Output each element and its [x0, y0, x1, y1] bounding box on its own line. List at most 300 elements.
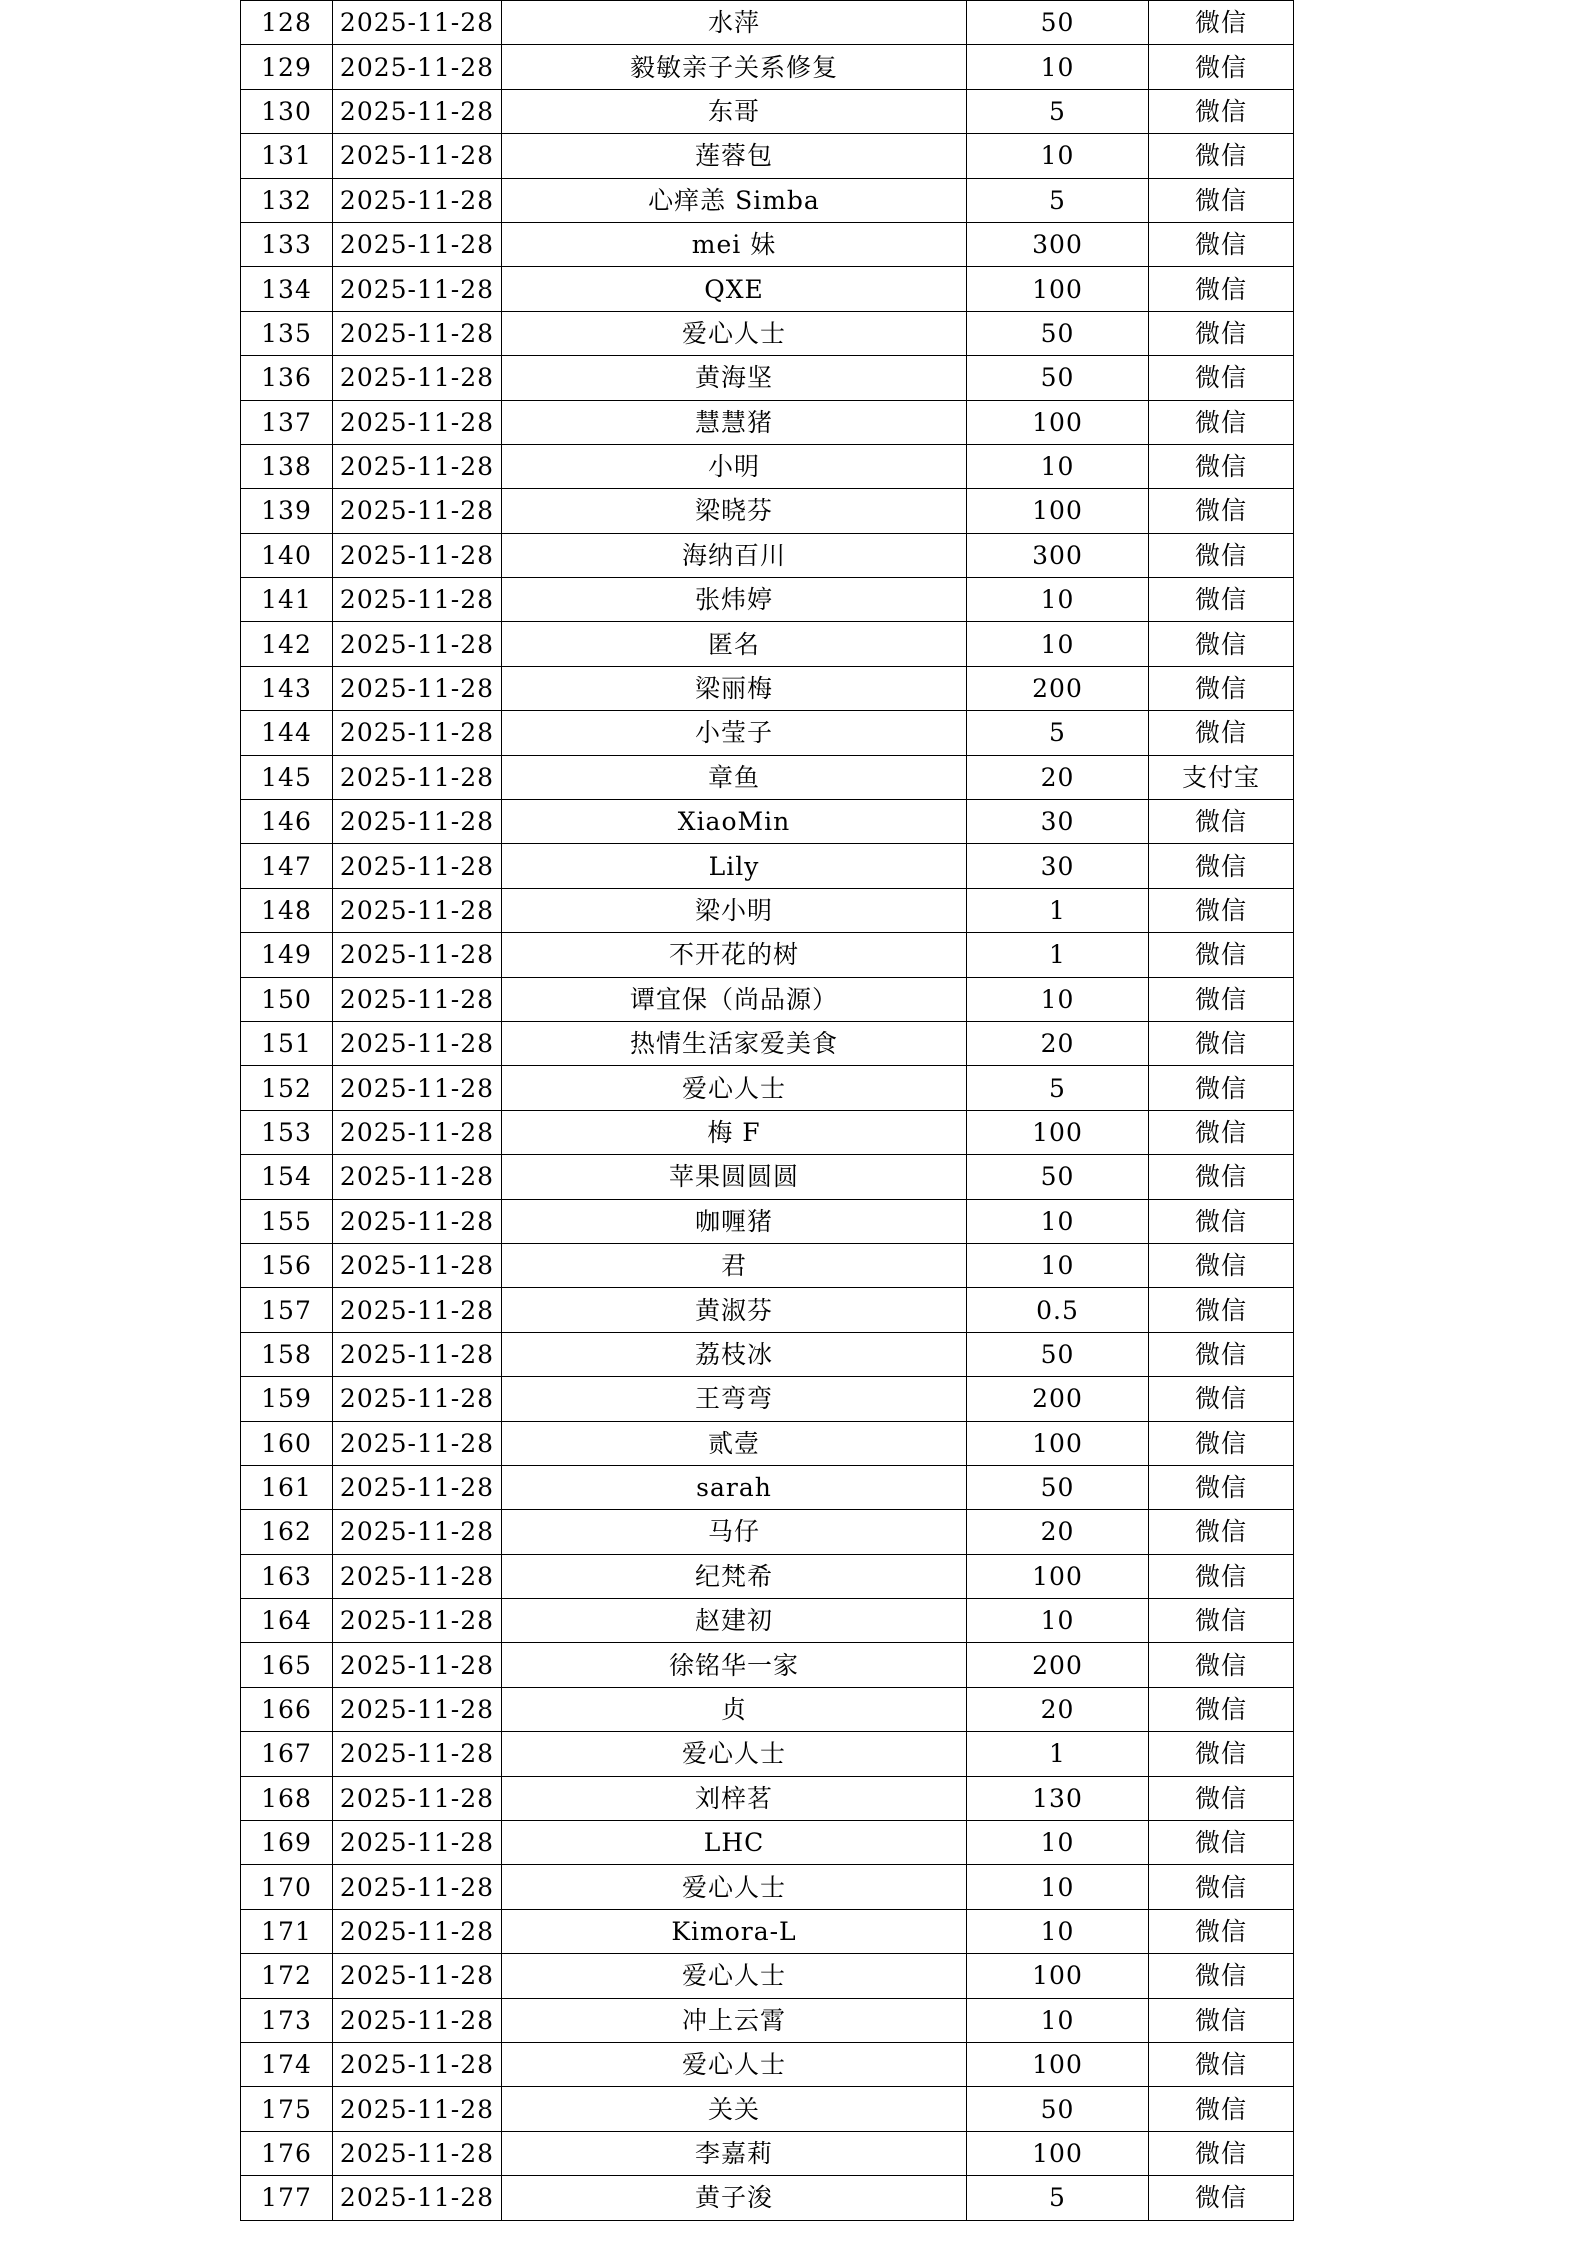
payment-method-cell: 微信	[1149, 1421, 1294, 1465]
payment-method-cell: 微信	[1149, 2176, 1294, 2220]
payment-method-cell: 微信	[1149, 711, 1294, 755]
table-row	[241, 2087, 1294, 2131]
row-number-cell: 129	[241, 45, 333, 89]
payment-method-cell: 微信	[1149, 1066, 1294, 1110]
donor-name-cell: 毅敏亲子关系修复	[502, 45, 967, 89]
table-row	[241, 1687, 1294, 1731]
row-number-cell: 167	[241, 1732, 333, 1776]
donor-name-cell: 不开花的树	[502, 933, 967, 977]
table-row	[241, 311, 1294, 355]
amount-cell: 100	[967, 400, 1149, 444]
amount-cell: 1	[967, 933, 1149, 977]
table-row	[241, 1, 1294, 45]
table-row	[241, 89, 1294, 133]
donor-name-cell: 心痒恙 Simba	[502, 178, 967, 222]
date-cell: 2025-11-28	[333, 178, 502, 222]
payment-method-cell: 微信	[1149, 1332, 1294, 1376]
table-row	[241, 1199, 1294, 1243]
date-cell: 2025-11-28	[333, 222, 502, 266]
amount-cell: 50	[967, 1, 1149, 45]
amount-cell: 100	[967, 2042, 1149, 2086]
row-number-cell: 172	[241, 1954, 333, 1998]
amount-cell: 100	[967, 1110, 1149, 1154]
donor-name-cell: 小明	[502, 444, 967, 488]
date-cell: 2025-11-28	[333, 1465, 502, 1509]
table-row	[241, 1643, 1294, 1687]
donor-name-cell: Kimora-L	[502, 1909, 967, 1953]
amount-cell: 100	[967, 2131, 1149, 2175]
amount-cell: 10	[967, 1199, 1149, 1243]
row-number-cell: 128	[241, 1, 333, 45]
amount-cell: 100	[967, 267, 1149, 311]
table-row	[241, 1865, 1294, 1909]
table-row	[241, 1155, 1294, 1199]
date-cell: 2025-11-28	[333, 311, 502, 355]
date-cell: 2025-11-28	[333, 2087, 502, 2131]
payment-method-cell: 微信	[1149, 1732, 1294, 1776]
payment-method-cell: 支付宝	[1149, 755, 1294, 799]
row-number-cell: 170	[241, 1865, 333, 1909]
date-cell: 2025-11-28	[333, 1, 502, 45]
payment-method-cell: 微信	[1149, 1199, 1294, 1243]
amount-cell: 200	[967, 666, 1149, 710]
row-number-cell: 151	[241, 1021, 333, 1065]
table-row	[241, 888, 1294, 932]
table-row	[241, 1554, 1294, 1598]
row-number-cell: 150	[241, 977, 333, 1021]
amount-cell: 10	[967, 1243, 1149, 1287]
payment-method-cell: 微信	[1149, 489, 1294, 533]
row-number-cell: 158	[241, 1332, 333, 1376]
date-cell: 2025-11-28	[333, 666, 502, 710]
table-row	[241, 1465, 1294, 1509]
table-row	[241, 356, 1294, 400]
payment-method-cell: 微信	[1149, 134, 1294, 178]
donor-name-cell: 爱心人士	[502, 1066, 967, 1110]
date-cell: 2025-11-28	[333, 400, 502, 444]
donor-name-cell: 爱心人士	[502, 1865, 967, 1909]
row-number-cell: 160	[241, 1421, 333, 1465]
donor-name-cell: 刘梓茗	[502, 1776, 967, 1820]
donor-name-cell: 苹果圆圆圆	[502, 1155, 967, 1199]
row-number-cell: 157	[241, 1288, 333, 1332]
row-number-cell: 174	[241, 2042, 333, 2086]
date-cell: 2025-11-28	[333, 45, 502, 89]
donor-name-cell: 水萍	[502, 1, 967, 45]
table-row	[241, 178, 1294, 222]
payment-method-cell: 微信	[1149, 1998, 1294, 2042]
payment-method-cell: 微信	[1149, 2131, 1294, 2175]
table-row	[241, 489, 1294, 533]
table-row	[241, 1599, 1294, 1643]
amount-cell: 10	[967, 1998, 1149, 2042]
table-row	[241, 622, 1294, 666]
amount-cell: 5	[967, 2176, 1149, 2220]
payment-method-cell: 微信	[1149, 222, 1294, 266]
payment-method-cell: 微信	[1149, 444, 1294, 488]
row-number-cell: 153	[241, 1110, 333, 1154]
row-number-cell: 133	[241, 222, 333, 266]
amount-cell: 0.5	[967, 1288, 1149, 1332]
donor-name-cell: 李嘉莉	[502, 2131, 967, 2175]
amount-cell: 1	[967, 1732, 1149, 1776]
payment-method-cell: 微信	[1149, 1465, 1294, 1509]
date-cell: 2025-11-28	[333, 444, 502, 488]
date-cell: 2025-11-28	[333, 89, 502, 133]
amount-cell: 200	[967, 1377, 1149, 1421]
date-cell: 2025-11-28	[333, 1998, 502, 2042]
row-number-cell: 168	[241, 1776, 333, 1820]
row-number-cell: 148	[241, 888, 333, 932]
payment-method-cell: 微信	[1149, 1821, 1294, 1865]
donor-name-cell: 东哥	[502, 89, 967, 133]
payment-method-cell: 微信	[1149, 1776, 1294, 1820]
row-number-cell: 173	[241, 1998, 333, 2042]
payment-method-cell: 微信	[1149, 888, 1294, 932]
payment-method-cell: 微信	[1149, 1954, 1294, 1998]
row-number-cell: 171	[241, 1909, 333, 1953]
donor-name-cell: 热情生活家爱美食	[502, 1021, 967, 1065]
table-row	[241, 1510, 1294, 1554]
donation-table	[240, 0, 1294, 2221]
date-cell: 2025-11-28	[333, 1732, 502, 1776]
donor-name-cell: 梁丽梅	[502, 666, 967, 710]
amount-cell: 10	[967, 444, 1149, 488]
table-row	[241, 1021, 1294, 1065]
row-number-cell: 155	[241, 1199, 333, 1243]
payment-method-cell: 微信	[1149, 800, 1294, 844]
amount-cell: 50	[967, 356, 1149, 400]
table-row	[241, 933, 1294, 977]
donor-name-cell: 贰壹	[502, 1421, 967, 1465]
donor-name-cell: QXE	[502, 267, 967, 311]
date-cell: 2025-11-28	[333, 1865, 502, 1909]
donor-name-cell: 张炜婷	[502, 578, 967, 622]
amount-cell: 10	[967, 45, 1149, 89]
payment-method-cell: 微信	[1149, 2087, 1294, 2131]
table-row	[241, 1066, 1294, 1110]
payment-method-cell: 微信	[1149, 1, 1294, 45]
donor-name-cell: 莲蓉包	[502, 134, 967, 178]
donor-name-cell: 君	[502, 1243, 967, 1287]
table-row	[241, 2176, 1294, 2220]
amount-cell: 20	[967, 755, 1149, 799]
payment-method-cell: 微信	[1149, 356, 1294, 400]
table-row	[241, 134, 1294, 178]
table-row	[241, 533, 1294, 577]
amount-cell: 10	[967, 134, 1149, 178]
donor-name-cell: XiaoMin	[502, 800, 967, 844]
row-number-cell: 152	[241, 1066, 333, 1110]
donor-name-cell: 梁小明	[502, 888, 967, 932]
table-row	[241, 666, 1294, 710]
date-cell: 2025-11-28	[333, 1776, 502, 1820]
row-number-cell: 143	[241, 666, 333, 710]
amount-cell: 100	[967, 1554, 1149, 1598]
date-cell: 2025-11-28	[333, 1155, 502, 1199]
row-number-cell: 169	[241, 1821, 333, 1865]
donor-name-cell: 黄子浚	[502, 2176, 967, 2220]
amount-cell: 30	[967, 844, 1149, 888]
donor-name-cell: 徐铭华一家	[502, 1643, 967, 1687]
donor-name-cell: 冲上云霄	[502, 1998, 967, 2042]
donor-name-cell: 小莹子	[502, 711, 967, 755]
table-row	[241, 1998, 1294, 2042]
date-cell: 2025-11-28	[333, 1377, 502, 1421]
amount-cell: 10	[967, 1909, 1149, 1953]
payment-method-cell: 微信	[1149, 1865, 1294, 1909]
donor-name-cell: 慧慧猪	[502, 400, 967, 444]
date-cell: 2025-11-28	[333, 267, 502, 311]
donor-name-cell: 梁晓芬	[502, 489, 967, 533]
row-number-cell: 147	[241, 844, 333, 888]
row-number-cell: 164	[241, 1599, 333, 1643]
date-cell: 2025-11-28	[333, 1199, 502, 1243]
row-number-cell: 140	[241, 533, 333, 577]
row-number-cell: 176	[241, 2131, 333, 2175]
payment-method-cell: 微信	[1149, 400, 1294, 444]
payment-method-cell: 微信	[1149, 578, 1294, 622]
date-cell: 2025-11-28	[333, 844, 502, 888]
date-cell: 2025-11-28	[333, 1288, 502, 1332]
table-row	[241, 444, 1294, 488]
date-cell: 2025-11-28	[333, 1687, 502, 1731]
table-row	[241, 1776, 1294, 1820]
date-cell: 2025-11-28	[333, 1021, 502, 1065]
table-row	[241, 1332, 1294, 1376]
table-row	[241, 711, 1294, 755]
date-cell: 2025-11-28	[333, 2131, 502, 2175]
amount-cell: 20	[967, 1021, 1149, 1065]
donor-name-cell: 海纳百川	[502, 533, 967, 577]
payment-method-cell: 微信	[1149, 1243, 1294, 1287]
donor-name-cell: LHC	[502, 1821, 967, 1865]
table-row	[241, 1421, 1294, 1465]
amount-cell: 50	[967, 1465, 1149, 1509]
payment-method-cell: 微信	[1149, 1687, 1294, 1731]
donor-name-cell: 爱心人士	[502, 311, 967, 355]
row-number-cell: 162	[241, 1510, 333, 1554]
donor-name-cell: 赵建初	[502, 1599, 967, 1643]
date-cell: 2025-11-28	[333, 711, 502, 755]
date-cell: 2025-11-28	[333, 1243, 502, 1287]
table-row	[241, 267, 1294, 311]
donor-name-cell: 王弯弯	[502, 1377, 967, 1421]
payment-method-cell: 微信	[1149, 1599, 1294, 1643]
donor-name-cell: 爱心人士	[502, 2042, 967, 2086]
amount-cell: 130	[967, 1776, 1149, 1820]
payment-method-cell: 微信	[1149, 1155, 1294, 1199]
amount-cell: 10	[967, 1599, 1149, 1643]
donor-name-cell: 咖喱猪	[502, 1199, 967, 1243]
donor-name-cell: 马仔	[502, 1510, 967, 1554]
donor-name-cell: sarah	[502, 1465, 967, 1509]
donor-name-cell: 爱心人士	[502, 1732, 967, 1776]
table-row	[241, 1288, 1294, 1332]
donor-name-cell: 黄海坚	[502, 356, 967, 400]
row-number-cell: 137	[241, 400, 333, 444]
amount-cell: 5	[967, 711, 1149, 755]
row-number-cell: 138	[241, 444, 333, 488]
donor-name-cell: 贞	[502, 1687, 967, 1731]
date-cell: 2025-11-28	[333, 1554, 502, 1598]
payment-method-cell: 微信	[1149, 933, 1294, 977]
row-number-cell: 163	[241, 1554, 333, 1598]
amount-cell: 50	[967, 1332, 1149, 1376]
payment-method-cell: 微信	[1149, 1554, 1294, 1598]
amount-cell: 10	[967, 1821, 1149, 1865]
table-row	[241, 977, 1294, 1021]
payment-method-cell: 微信	[1149, 977, 1294, 1021]
date-cell: 2025-11-28	[333, 1821, 502, 1865]
donation-table-body	[241, 1, 1294, 2221]
date-cell: 2025-11-28	[333, 977, 502, 1021]
row-number-cell: 166	[241, 1687, 333, 1731]
payment-method-cell: 微信	[1149, 89, 1294, 133]
payment-method-cell: 微信	[1149, 1377, 1294, 1421]
donor-name-cell: 荔枝冰	[502, 1332, 967, 1376]
payment-method-cell: 微信	[1149, 844, 1294, 888]
donor-name-cell: 匿名	[502, 622, 967, 666]
table-row	[241, 800, 1294, 844]
table-row	[241, 844, 1294, 888]
amount-cell: 300	[967, 533, 1149, 577]
payment-method-cell: 微信	[1149, 1643, 1294, 1687]
row-number-cell: 165	[241, 1643, 333, 1687]
date-cell: 2025-11-28	[333, 1909, 502, 1953]
date-cell: 2025-11-28	[333, 800, 502, 844]
date-cell: 2025-11-28	[333, 1954, 502, 1998]
date-cell: 2025-11-28	[333, 888, 502, 932]
date-cell: 2025-11-28	[333, 1599, 502, 1643]
table-row	[241, 2131, 1294, 2175]
amount-cell: 100	[967, 489, 1149, 533]
row-number-cell: 142	[241, 622, 333, 666]
amount-cell: 5	[967, 89, 1149, 133]
amount-cell: 30	[967, 800, 1149, 844]
amount-cell: 300	[967, 222, 1149, 266]
date-cell: 2025-11-28	[333, 489, 502, 533]
row-number-cell: 136	[241, 356, 333, 400]
table-row	[241, 1732, 1294, 1776]
row-number-cell: 146	[241, 800, 333, 844]
row-number-cell: 161	[241, 1465, 333, 1509]
donor-name-cell: 爱心人士	[502, 1954, 967, 1998]
table-row	[241, 2042, 1294, 2086]
table-row	[241, 222, 1294, 266]
amount-cell: 50	[967, 1155, 1149, 1199]
table-row	[241, 578, 1294, 622]
row-number-cell: 135	[241, 311, 333, 355]
row-number-cell: 175	[241, 2087, 333, 2131]
donor-name-cell: 纪梵希	[502, 1554, 967, 1598]
row-number-cell: 130	[241, 89, 333, 133]
payment-method-cell: 微信	[1149, 1110, 1294, 1154]
date-cell: 2025-11-28	[333, 933, 502, 977]
date-cell: 2025-11-28	[333, 755, 502, 799]
amount-cell: 50	[967, 311, 1149, 355]
date-cell: 2025-11-28	[333, 1066, 502, 1110]
donor-name-cell: Lily	[502, 844, 967, 888]
date-cell: 2025-11-28	[333, 1643, 502, 1687]
amount-cell: 50	[967, 2087, 1149, 2131]
amount-cell: 1	[967, 888, 1149, 932]
payment-method-cell: 微信	[1149, 2042, 1294, 2086]
amount-cell: 100	[967, 1421, 1149, 1465]
row-number-cell: 134	[241, 267, 333, 311]
payment-method-cell: 微信	[1149, 622, 1294, 666]
amount-cell: 20	[967, 1510, 1149, 1554]
payment-method-cell: 微信	[1149, 1021, 1294, 1065]
table-row	[241, 755, 1294, 799]
row-number-cell: 149	[241, 933, 333, 977]
donor-name-cell: 谭宜保（尚品源）	[502, 977, 967, 1021]
donor-name-cell: 梅 F	[502, 1110, 967, 1154]
amount-cell: 10	[967, 977, 1149, 1021]
amount-cell: 5	[967, 178, 1149, 222]
amount-cell: 200	[967, 1643, 1149, 1687]
payment-method-cell: 微信	[1149, 178, 1294, 222]
amount-cell: 10	[967, 622, 1149, 666]
table-row	[241, 1377, 1294, 1421]
table-row	[241, 1110, 1294, 1154]
payment-method-cell: 微信	[1149, 1909, 1294, 1953]
payment-method-cell: 微信	[1149, 1288, 1294, 1332]
table-row	[241, 1821, 1294, 1865]
date-cell: 2025-11-28	[333, 533, 502, 577]
payment-method-cell: 微信	[1149, 666, 1294, 710]
row-number-cell: 139	[241, 489, 333, 533]
payment-method-cell: 微信	[1149, 1510, 1294, 1554]
amount-cell: 100	[967, 1954, 1149, 1998]
table-row	[241, 45, 1294, 89]
amount-cell: 10	[967, 1865, 1149, 1909]
row-number-cell: 177	[241, 2176, 333, 2220]
table-row	[241, 1243, 1294, 1287]
amount-cell: 5	[967, 1066, 1149, 1110]
payment-method-cell: 微信	[1149, 267, 1294, 311]
date-cell: 2025-11-28	[333, 2176, 502, 2220]
payment-method-cell: 微信	[1149, 311, 1294, 355]
date-cell: 2025-11-28	[333, 1421, 502, 1465]
row-number-cell: 141	[241, 578, 333, 622]
date-cell: 2025-11-28	[333, 1110, 502, 1154]
payment-method-cell: 微信	[1149, 533, 1294, 577]
donor-name-cell: 黄淑芬	[502, 1288, 967, 1332]
table-row	[241, 400, 1294, 444]
row-number-cell: 145	[241, 755, 333, 799]
row-number-cell: 132	[241, 178, 333, 222]
donor-name-cell: 关关	[502, 2087, 967, 2131]
row-number-cell: 156	[241, 1243, 333, 1287]
amount-cell: 20	[967, 1687, 1149, 1731]
table-row	[241, 1909, 1294, 1953]
date-cell: 2025-11-28	[333, 2042, 502, 2086]
payment-method-cell: 微信	[1149, 45, 1294, 89]
donation-list-page	[240, 0, 1293, 2221]
donor-name-cell: 章鱼	[502, 755, 967, 799]
date-cell: 2025-11-28	[333, 134, 502, 178]
row-number-cell: 144	[241, 711, 333, 755]
row-number-cell: 159	[241, 1377, 333, 1421]
row-number-cell: 154	[241, 1155, 333, 1199]
date-cell: 2025-11-28	[333, 1332, 502, 1376]
donor-name-cell: mei 妹	[502, 222, 967, 266]
amount-cell: 10	[967, 578, 1149, 622]
date-cell: 2025-11-28	[333, 1510, 502, 1554]
date-cell: 2025-11-28	[333, 578, 502, 622]
date-cell: 2025-11-28	[333, 622, 502, 666]
